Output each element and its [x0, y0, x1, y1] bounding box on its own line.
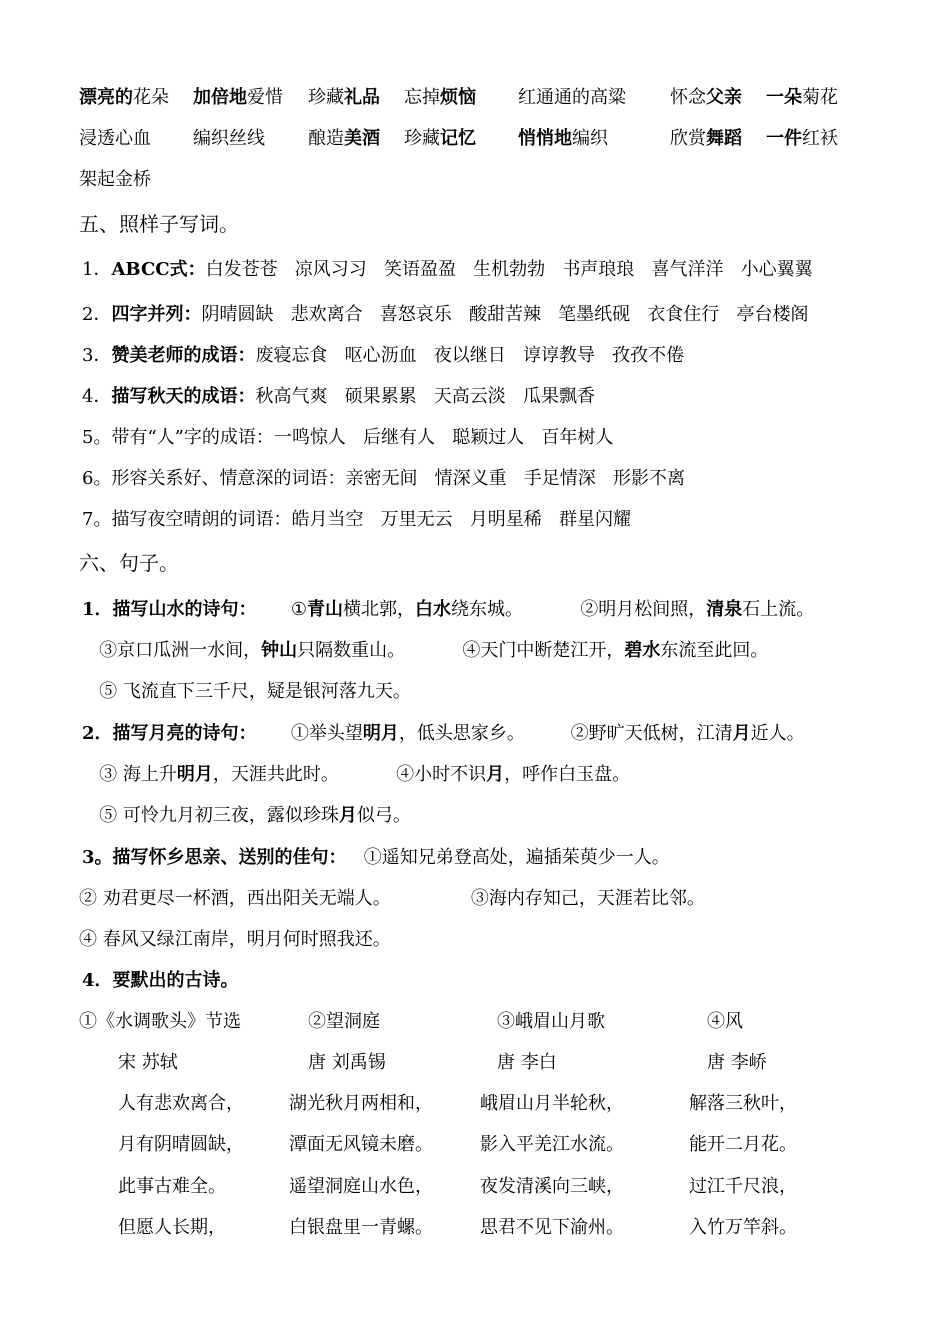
sentence-line: 1．描写山水的诗句： ①青山横北郭，白水绕东城。 ②明月松间照，清泉石上流。	[82, 599, 815, 620]
poem-line: 入竹万竿斜。	[689, 1217, 797, 1238]
sentence-line: 4．要默出的古诗。	[82, 970, 239, 991]
phrase: 欣赏舞蹈	[670, 128, 742, 149]
word-list-item: 5。带有“人”字的成语：一鸣惊人 后继有人 聪颖过人 百年树人	[82, 427, 614, 448]
poem-title: ④风	[707, 1011, 743, 1032]
poem-author: 唐 刘禹锡	[308, 1052, 386, 1073]
poem-line: 影入平羌江水流。	[480, 1134, 624, 1155]
poem-author: 唐 李峤	[707, 1052, 767, 1073]
sentence-line: ③ 海上升明月，天涯共此时。 ④小时不识月，呼作白玉盘。	[82, 764, 631, 785]
phrase: 编织丝线	[193, 128, 265, 149]
phrase: 加倍地爱惜	[193, 87, 283, 108]
word-list-item: 3．赞美老师的成语：废寝忘食 呕心沥血 夜以继日 谆谆教导 孜孜不倦	[82, 345, 685, 366]
phrase: 漂亮的花朵	[79, 87, 169, 108]
phrase: 架起金桥	[79, 169, 151, 190]
sentence-line: ③京口瓜洲一水间，钟山只隔数重山。 ④天门中断楚江开，碧水东流至此回。	[82, 640, 769, 661]
sentence-line: 3。描写怀乡思亲、送别的佳句： ①遥知兄弟登高处，遍插茱萸少一人。	[82, 847, 670, 868]
phrase: 浸透心血	[79, 128, 151, 149]
phrase: 怀念父亲	[670, 87, 742, 108]
poem-line: 能开二月花。	[689, 1134, 797, 1155]
phrase: 珍藏礼品	[308, 87, 380, 108]
poem-title: ①《水调歌头》节选	[79, 1011, 241, 1032]
poem-line: 思君不见下渝州。	[480, 1217, 624, 1238]
poem-line: 峨眉山月半轮秋，	[480, 1093, 624, 1114]
poem-line: 过江千尺浪，	[689, 1176, 797, 1197]
sentence-line: 2．描写月亮的诗句： ①举头望明月，低头思家乡。 ②野旷天低树，江清月近人。	[82, 723, 805, 744]
poem-line: 白银盘里一青螺。	[289, 1217, 433, 1238]
phrase: 悄悄地编织	[518, 128, 608, 149]
poem-line: 遥望洞庭山水色，	[289, 1176, 433, 1197]
poem-line: 人有悲欢离合，	[118, 1093, 244, 1114]
poem-author: 唐 李白	[497, 1052, 557, 1073]
phrase: 红通通的高粱	[518, 87, 626, 108]
word-list-item: 4．描写秋天的成语：秋高气爽 硕果累累 天高云淡 瓜果飘香	[82, 386, 595, 407]
sentence-line: ⑤ 可怜九月初三夜，露似珍珠月似弓。	[82, 805, 411, 826]
poem-line: 此事古难全。	[118, 1176, 226, 1197]
sentence-line: ② 劝君更尽一杯酒，西出阳关无端人。 ③海内存知己，天涯若比邻。	[79, 888, 705, 909]
poem-line: 夜发清溪向三峡，	[480, 1176, 624, 1197]
poem-title: ②望洞庭	[308, 1011, 380, 1032]
phrase: 珍藏记忆	[404, 128, 476, 149]
word-list-item: 6。形容关系好、情意深的词语：亲密无间 情深义重 手足情深 形影不离	[82, 468, 685, 489]
word-list-item: 7。描写夜空晴朗的词语：皓月当空 万里无云 月明星稀 群星闪耀	[82, 509, 631, 530]
section-five-heading: 五、照样子写词。	[79, 212, 239, 236]
poem-line: 湖光秋月两相和，	[289, 1093, 433, 1114]
word-list-item: 1．ABCC式：白发苍苍 凉风习习 笑语盈盈 生机勃勃 书声琅琅 喜气洋洋 小心翼翼	[82, 259, 813, 280]
poem-title: ③峨眉山月歌	[497, 1011, 605, 1032]
phrase: 一件红袄	[766, 128, 838, 149]
section-six-heading: 六、句子。	[79, 551, 179, 575]
word-list-item: 2．四字并列：阴晴圆缺 悲欢离合 喜怒哀乐 酸甜苦辣 笔墨纸砚 衣食住行 亭台楼阁	[82, 304, 809, 325]
poem-line: 月有阴晴圆缺，	[118, 1134, 244, 1155]
phrase: 忘掉烦恼	[404, 87, 476, 108]
poem-line: 解落三秋叶，	[689, 1093, 797, 1114]
poem-line: 潭面无风镜未磨。	[289, 1134, 433, 1155]
poem-line: 但愿人长期，	[118, 1217, 226, 1238]
phrase: 酿造美酒	[308, 128, 380, 149]
phrase: 一朵菊花	[766, 87, 838, 108]
poem-author: 宋 苏轼	[118, 1052, 178, 1073]
sentence-line: ⑤ 飞流直下三千尺，疑是银河落九天。	[82, 681, 411, 702]
sentence-line: ④ 春风又绿江南岸，明月何时照我还。	[79, 929, 391, 950]
